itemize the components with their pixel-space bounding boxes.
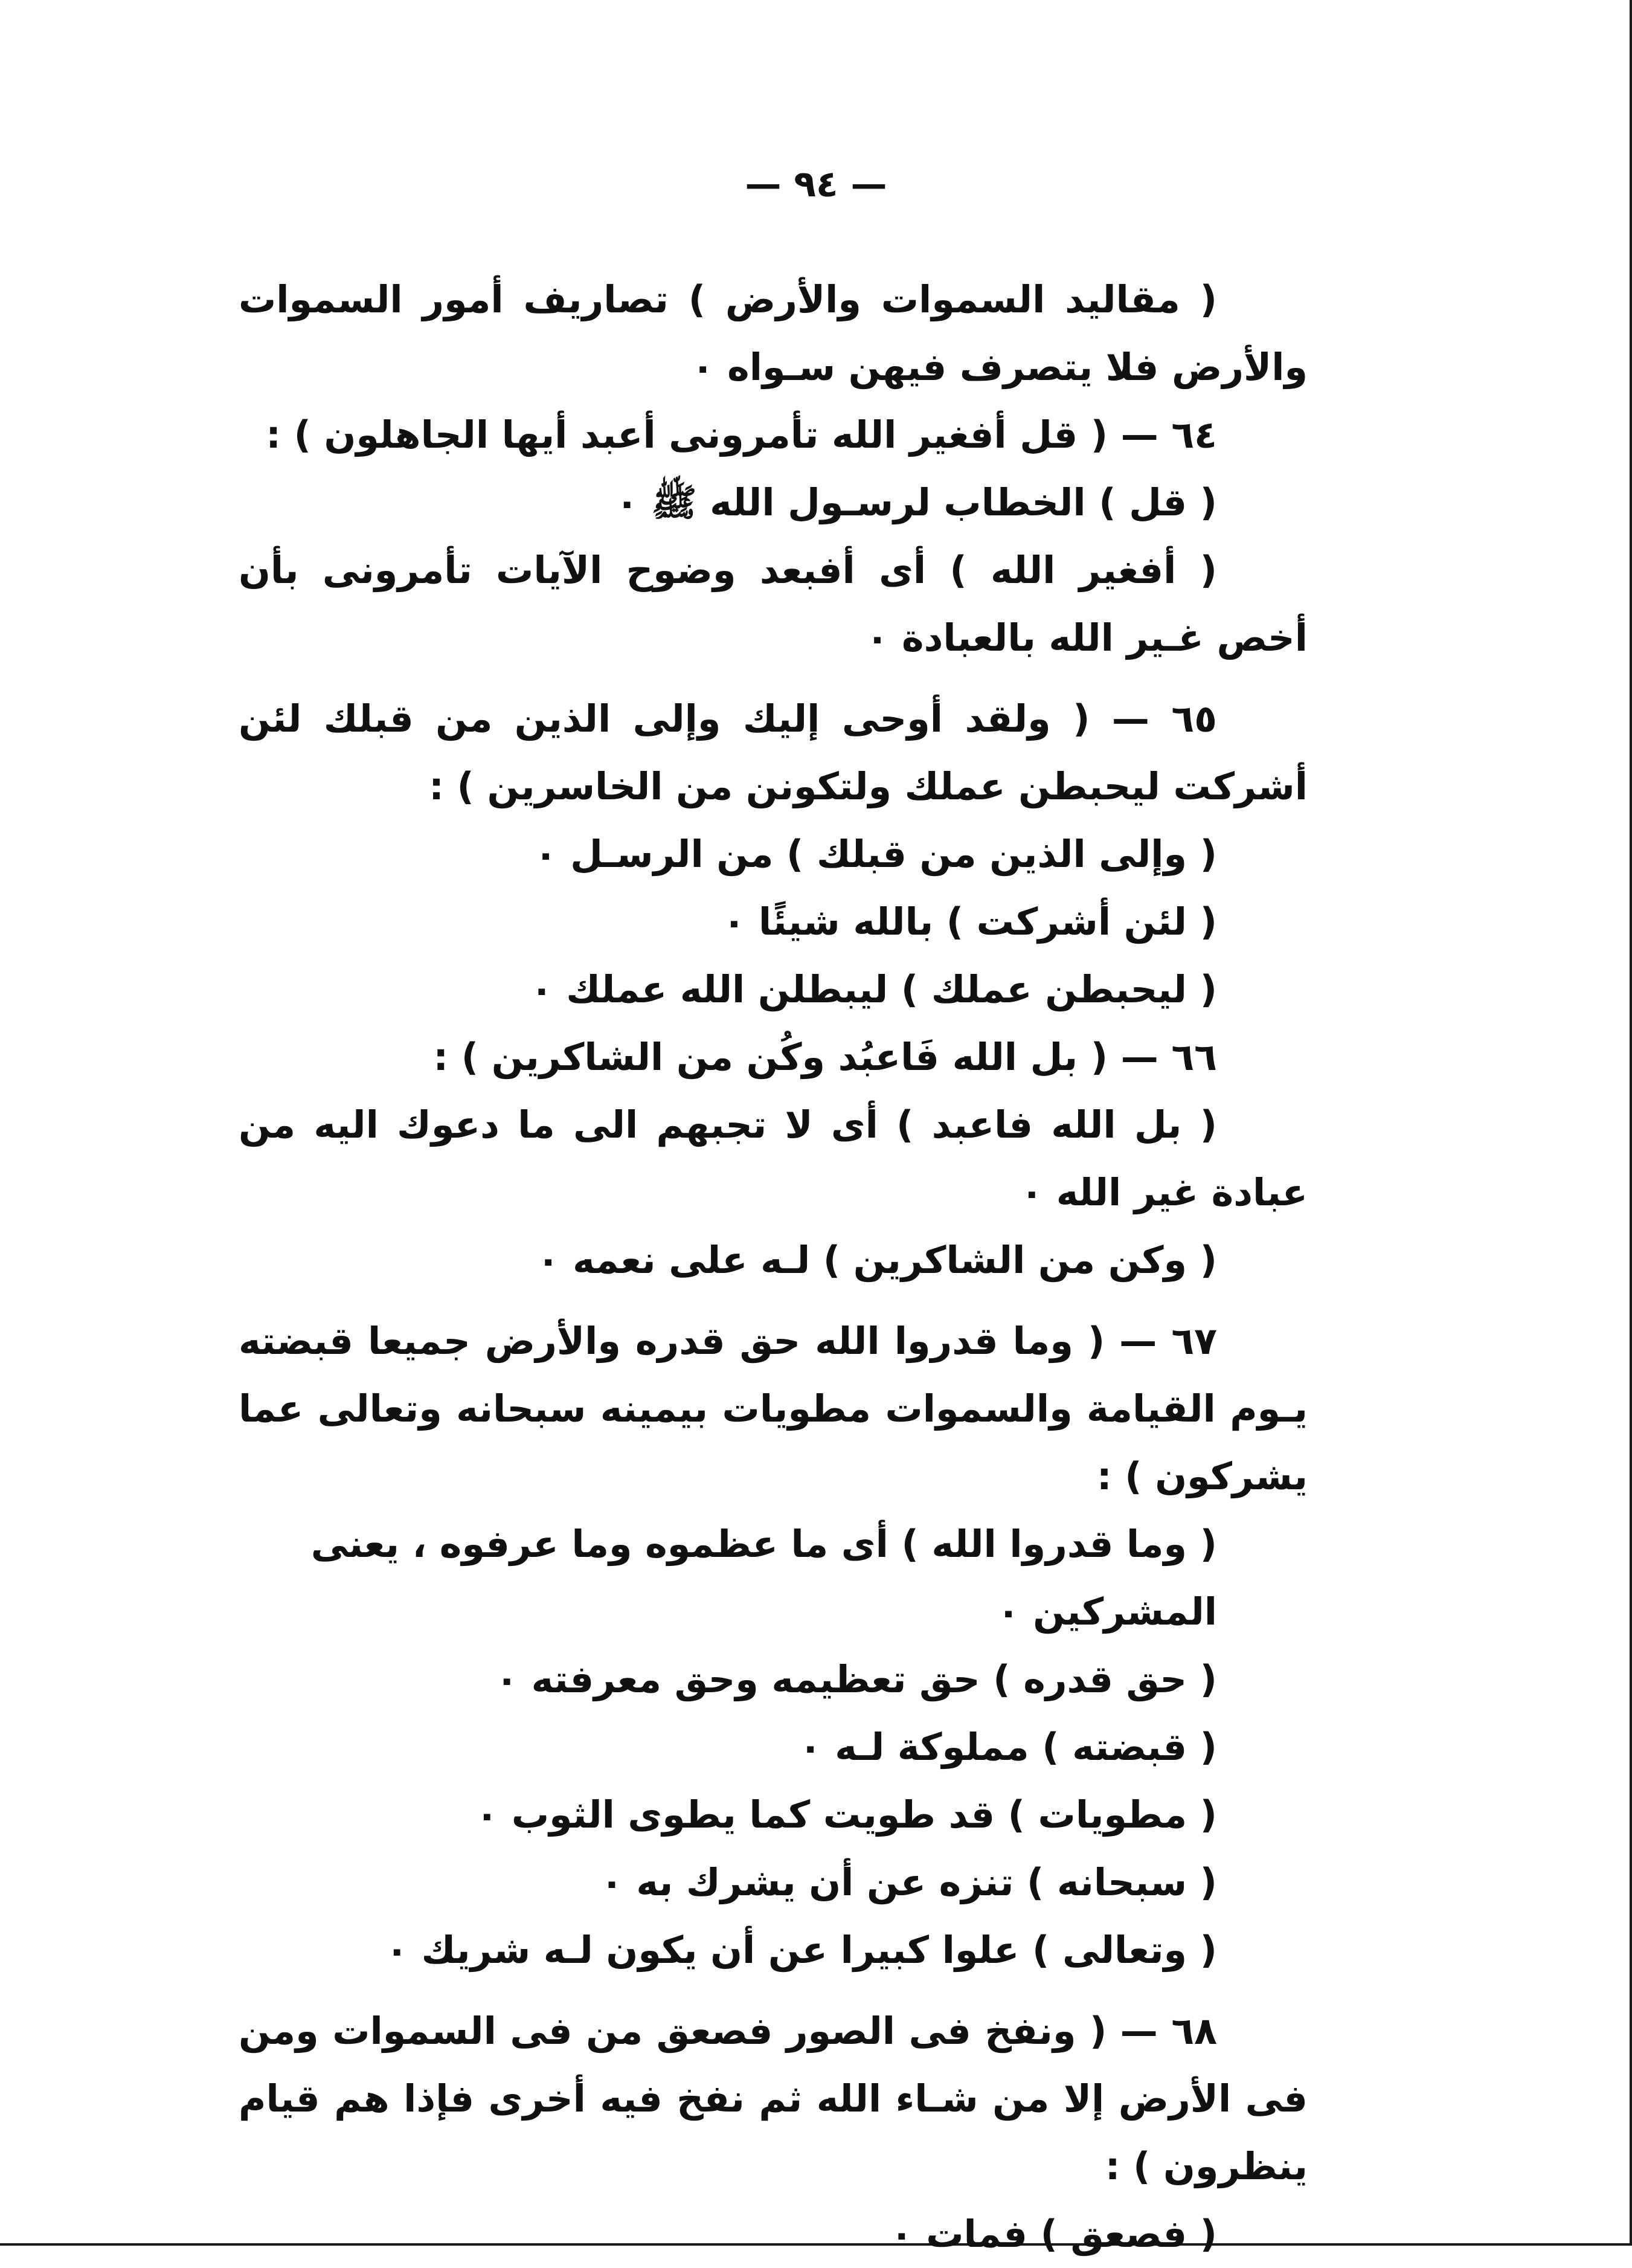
gloss-la-yahbatanna: ( ليحبطن عملك ) ليبطلن الله عملك ٠ (530, 967, 1217, 1011)
verse-64: ٦٤ — ( قل أفغير الله تأمرونى أعبد أيها الجاهلون ) : (266, 413, 1217, 457)
gloss-afaghayr-allah: ( أفغير الله ) أى أفبعد وضوح الآيات تأمرونى بأن أخص غـير الله بالعبادة ٠ (239, 548, 1308, 660)
gloss-wa-taala: ( وتعالى ) علوا كبيرا عن أن يكون لـه شريك ٠ (385, 1928, 1217, 1972)
verse-67: ٦٧ — ( وما قدروا الله حق قدره والأرض جميعا قبضته يـوم القيامة والسموات مطويات بيمينه سبحانه وتعالى عما يشركون ) : (239, 1319, 1308, 1498)
paragraph-maqalid: ( مقاليد السموات والأرض ) تصاريف أمور السموات والأرض فلا يتصرف فيهن سـواه ٠ (239, 277, 1308, 389)
verse-66: ٦٦ — ( بل الله فَاعبُد وكُن من الشاكرين ) : (433, 1035, 1217, 1079)
gloss-la-in-ashrakta: ( لئن أشركت ) بالله شيئًا ٠ (722, 900, 1217, 944)
gloss-matwiyyat: ( مطويات ) قد طويت كما يطوى الثوب ٠ (475, 1793, 1217, 1837)
page-number: — ٩٤ — (745, 163, 887, 205)
gloss-qabdatuhu: ( قبضته ) مملوكة لـه ٠ (798, 1725, 1217, 1769)
gloss-wa-kun: ( وكن من الشاكرين ) لـه على نعمه ٠ (536, 1238, 1217, 1282)
gloss-subhanahu: ( سبحانه ) تنزه عن أن يشرك به ٠ (600, 1860, 1217, 1904)
page-border-right (1630, 0, 1632, 2246)
gloss-wa-ma-qadaru: ( وما قدروا الله ) أى ما عظموه وما عرفوه ، يعنى المشركين ٠ (310, 1522, 1217, 1634)
verse-65: ٦٥ — ( ولقد أوحى إليك وإلى الذين من قبلك لئن أشركت ليحبطن عملك ولتكونن من الخاسرين ) : (239, 697, 1308, 808)
gloss-fasaiqa: ( فصعق ) فمات ٠ (890, 2212, 1217, 2256)
gloss-wa-ila-alladhina: ( وإلى الذين من قبلك ) من الرسـل ٠ (534, 832, 1217, 876)
gloss-qul: ( قل ) الخطاب لرسـول الله ﷺ ٠ (615, 480, 1217, 524)
gloss-haqqa-qadrihi: ( حق قدره ) حق تعظيمه وحق معرفته ٠ (495, 1657, 1217, 1701)
gloss-bal-allah-fabud: ( بل الله فاعبد ) أى لا تجبهم الى ما دعوك اليه من عبادة غير الله ٠ (239, 1103, 1308, 1214)
verse-68: ٦٨ — ( ونفخ فى الصور فصعق من فى السموات ومن فى الأرض إلا من شـاء الله ثم نفخ فيه أخرى فإذا هم قيام ينظرون ) : (239, 2009, 1308, 2188)
body-text (239, 266, 1308, 2268)
